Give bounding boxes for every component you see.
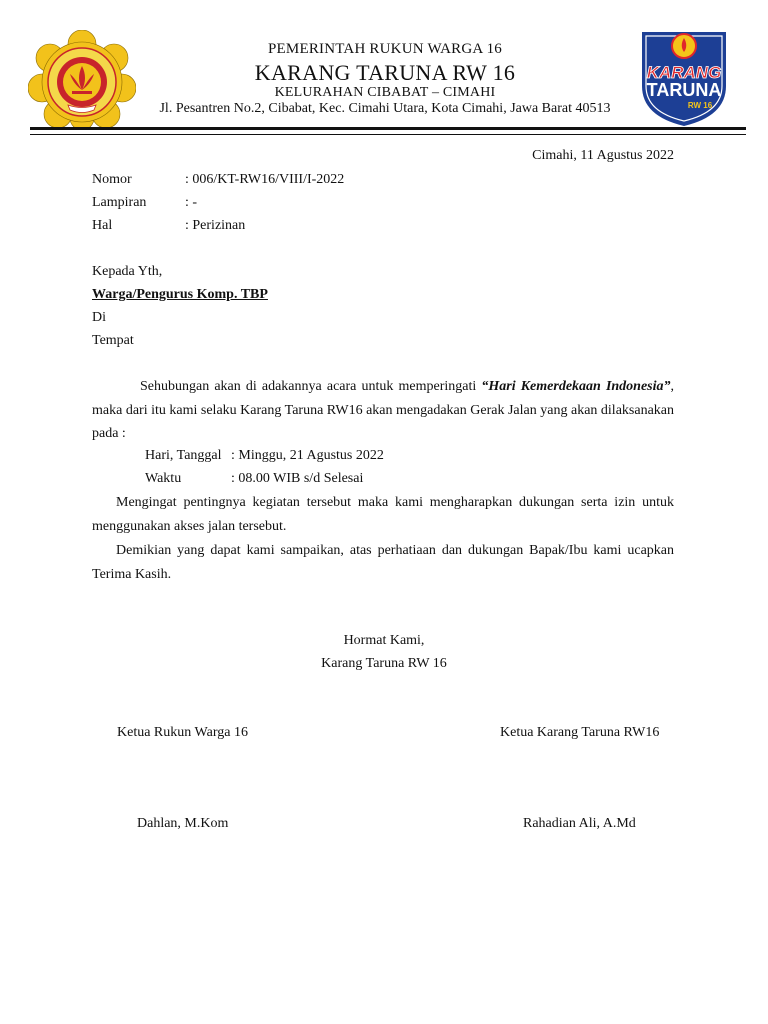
body-paragraph-3: Demikian yang dapat kami sampaikan, atas perhatiaan dan dukungan Bapak/Ibu kami ucapkan Terima Kasih. <box>92 543 674 582</box>
schedule-value-date: : Minggu, 21 Agustus 2022 <box>231 448 384 463</box>
recipient-salutation: Kepada Yth, <box>92 264 163 279</box>
meta-value-lampiran: : - <box>185 195 198 210</box>
schedule-value-time: : 08.00 WIB s/d Selesai <box>231 471 364 486</box>
signatory-title-kt: Ketua Karang Taruna RW16 <box>500 725 660 740</box>
schedule-label-time: Waktu <box>145 471 182 486</box>
closing-regards: Hormat Kami, <box>343 633 425 648</box>
karang-taruna-badge-logo <box>636 24 732 128</box>
meta-label-nomor: Nomor <box>92 172 132 187</box>
body-paragraph-1-emphasis: “Hari Kemerdekaan Indonesia” <box>481 379 671 394</box>
signatory-title-rw: Ketua Rukun Warga 16 <box>117 725 248 740</box>
meta-label-lampiran: Lampiran <box>92 195 147 210</box>
recipient-place: Tempat <box>92 333 134 348</box>
badge-text-karang: KARANG <box>646 63 722 82</box>
letter-date: Cimahi, 11 Agustus 2022 <box>532 148 674 163</box>
closing-organization: Karang Taruna RW 16 <box>321 656 447 671</box>
signatory-name-kt: Rahadian Ali, A.Md <box>523 816 636 831</box>
recipient-di: Di <box>92 310 106 325</box>
body-paragraph-1: Sehubungan akan di adakannya acara untuk memperingati “Hari Kemerdekaan Indonesia”, maka dari itu kami selaku Karang Taruna RW16 akan mengadakan Gerak Jalan yang akan dilaksanakan pada : <box>92 379 675 441</box>
signatory-name-rw: Dahlan, M.Kom <box>137 816 229 831</box>
body-paragraph-2: Mengingat pentingnya kegiatan tersebut maka kami mengharapkan dukungan serta izin untuk menggunakan akses jalan tersebut. <box>92 495 674 534</box>
letterhead-government: PEMERINTAH RUKUN WARGA 16 <box>268 41 502 57</box>
meta-label-hal: Hal <box>92 218 113 233</box>
badge-text-taruna: TARUNA <box>646 80 722 100</box>
letterhead-organization: KARANG TARUNA RW 16 <box>254 60 516 85</box>
letterhead-kelurahan: KELURAHAN CIBABAT – CIMAHI <box>274 85 496 100</box>
letterhead-address: Jl. Pesantren No.2, Cibabat, Kec. Cimahi Utara, Kota Cimahi, Jawa Barat 40513 <box>159 101 611 116</box>
recipient-name: Warga/Pengurus Komp. TBP <box>92 287 268 302</box>
badge-text-rw: RW 16 <box>687 101 713 110</box>
letterhead-rule-thick <box>30 127 746 130</box>
rw-seal-logo <box>28 30 136 130</box>
letterhead-rule-thin <box>30 134 746 135</box>
meta-value-hal: : Perizinan <box>185 218 246 233</box>
schedule-label-date: Hari, Tanggal <box>145 448 222 463</box>
meta-value-nomor: : 006/KT-RW16/VIII/I-2022 <box>185 172 345 187</box>
